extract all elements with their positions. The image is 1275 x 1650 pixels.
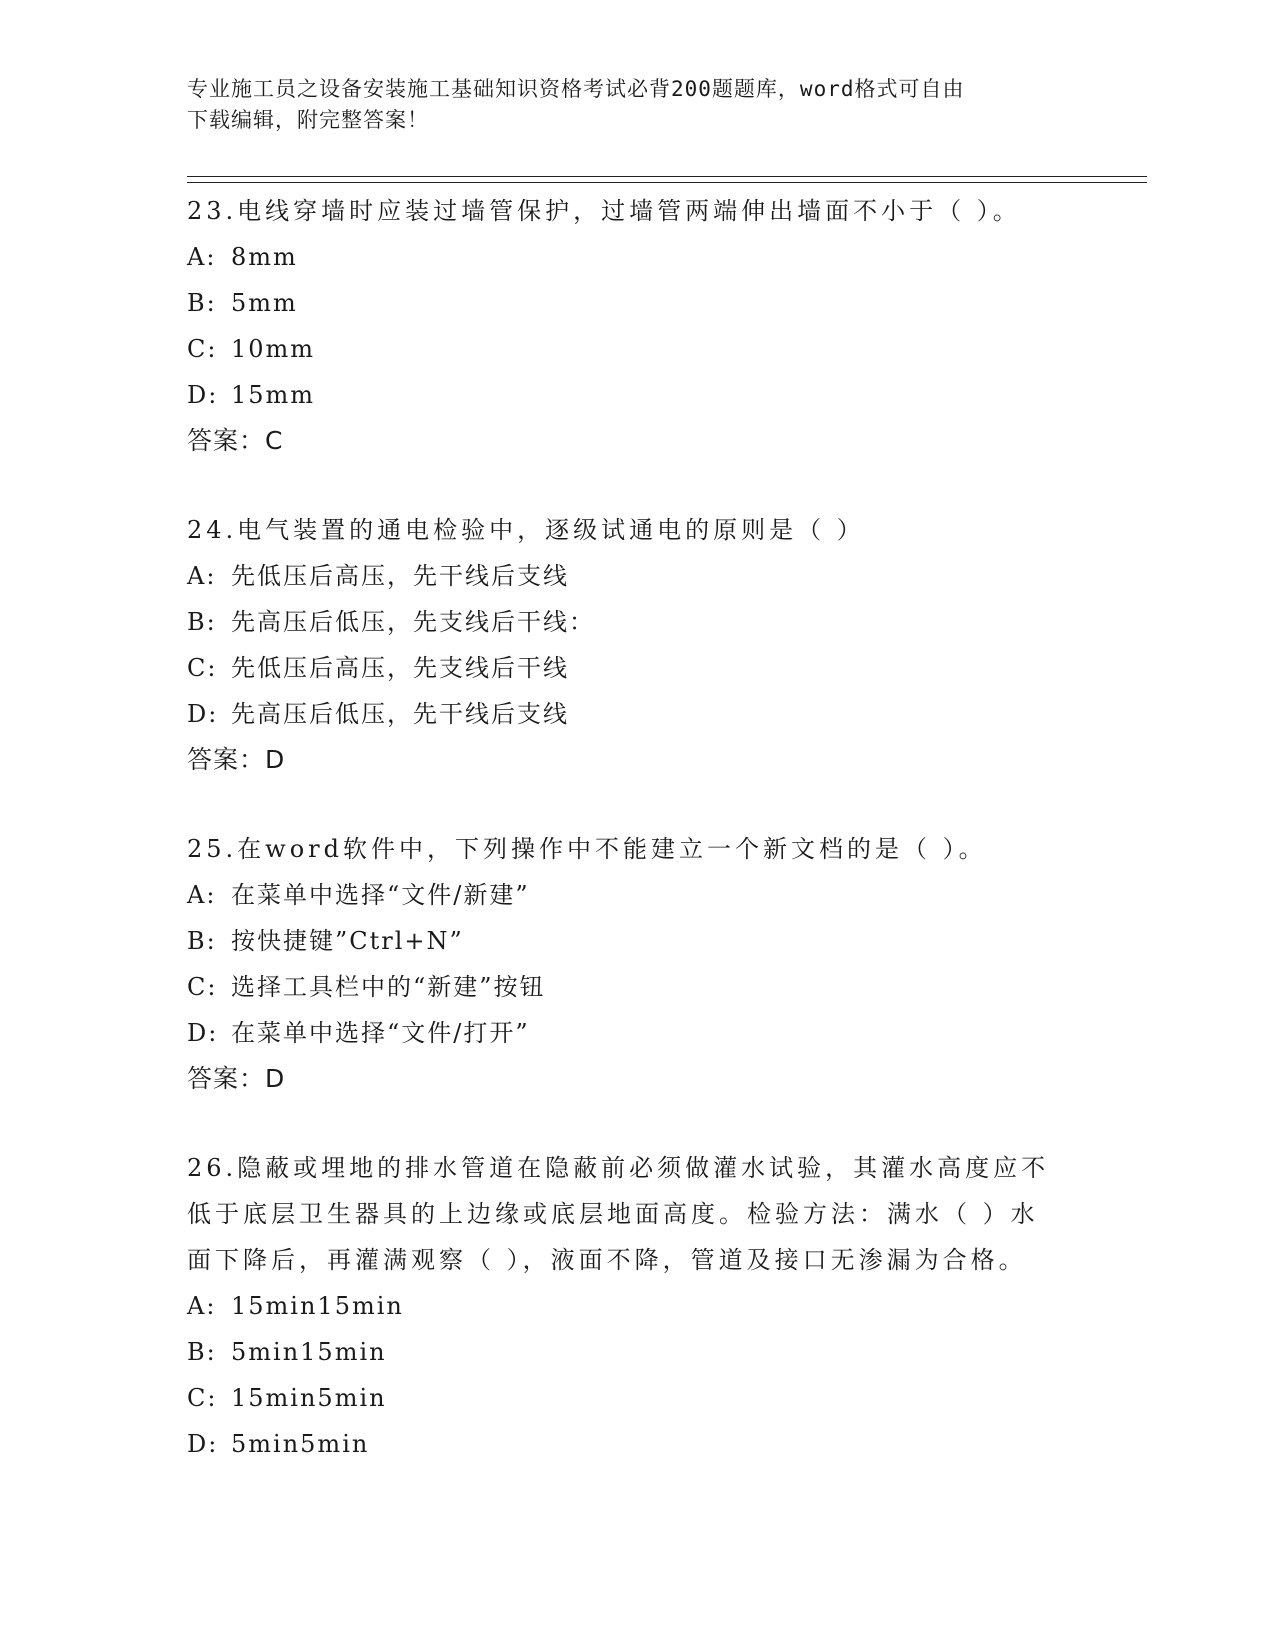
- option-letter: B:: [187, 608, 217, 636]
- option-letter: B:: [187, 289, 217, 317]
- question-stem: 24.电气装置的通电检验中，逐级试通电的原则是（ ）: [187, 516, 865, 544]
- answer-label: 答案：D: [187, 745, 286, 774]
- option-a: [187, 872, 1087, 918]
- option-text: 15min15min: [231, 1292, 404, 1320]
- option-letter: D:: [187, 1430, 219, 1458]
- option-b: [187, 918, 1087, 964]
- option-d: [187, 691, 1087, 737]
- option-d: [187, 1010, 1087, 1056]
- question-stem: 25.在word软件中，下列操作中不能建立一个新文档的是（ ）。: [187, 835, 987, 863]
- option-letter: D:: [187, 381, 219, 409]
- option-letter: C:: [187, 973, 218, 1001]
- option-b: [187, 599, 1087, 645]
- option-text: 选择工具栏中的“新建”按钮: [231, 973, 546, 1001]
- option-text: 8mm: [231, 243, 298, 271]
- option-a: [187, 234, 1087, 280]
- header-divider-top: [187, 176, 1147, 177]
- question-26: [187, 1145, 1087, 1467]
- option-text: 先高压后低压，先支线后干线：: [231, 608, 595, 636]
- option-letter: B:: [187, 1338, 217, 1366]
- option-text: 先低压后高压，先支线后干线: [231, 654, 569, 682]
- option-letter: A:: [187, 562, 217, 590]
- option-d: [187, 372, 1087, 418]
- option-b: [187, 280, 1087, 326]
- option-a: [187, 1283, 1087, 1329]
- document-header: [187, 74, 1087, 136]
- question-stem-line-3: 面下降后，再灌满观察（ ），液面不降，管道及接口无渗漏为合格。: [187, 1246, 1027, 1274]
- option-text: 15mm: [231, 381, 316, 409]
- option-letter: A:: [187, 881, 217, 909]
- option-letter: C:: [187, 654, 218, 682]
- option-text: 10mm: [231, 335, 316, 363]
- option-text: 在菜单中选择“文件/新建”: [231, 881, 530, 909]
- question-stem: 23.电线穿墙时应装过墙管保护，过墙管两端伸出墙面不小于（ ）。: [187, 197, 1021, 225]
- option-letter: D:: [187, 700, 219, 728]
- question-23: [187, 188, 1087, 464]
- option-text: 15min5min: [231, 1384, 387, 1412]
- header-divider-bottom: [187, 182, 1147, 183]
- option-letter: B:: [187, 927, 217, 955]
- answer-label: 答案：C: [187, 426, 284, 455]
- option-text: 5mm: [231, 289, 298, 317]
- option-letter: C:: [187, 1384, 218, 1412]
- option-d: [187, 1421, 1087, 1467]
- option-c: [187, 645, 1087, 691]
- option-text: 按快捷键”Ctrl+N”: [231, 927, 464, 955]
- question-25: [187, 826, 1087, 1102]
- option-a: [187, 553, 1087, 599]
- option-text: 先低压后高压，先干线后支线: [231, 562, 569, 590]
- answer-label: 答案：D: [187, 1064, 286, 1093]
- option-letter: C:: [187, 335, 218, 363]
- option-letter: D:: [187, 1019, 219, 1047]
- option-c: [187, 1375, 1087, 1421]
- option-letter: A:: [187, 1292, 217, 1320]
- option-c: [187, 326, 1087, 372]
- option-text: 5min5min: [231, 1430, 370, 1458]
- header-title-line-1: 专业施工员之设备安装施工基础知识资格考试必背200题题库，word格式可自由: [187, 77, 965, 101]
- option-c: [187, 964, 1087, 1010]
- option-letter: A:: [187, 243, 217, 271]
- question-stem-line-1: 26.隐蔽或埋地的排水管道在隐蔽前必须做灌水试验，其灌水高度应不: [187, 1154, 1050, 1182]
- option-text: 5min15min: [231, 1338, 387, 1366]
- question-24: [187, 507, 1087, 783]
- option-text: 在菜单中选择“文件/打开”: [231, 1019, 530, 1047]
- question-stem-line-2: 低于底层卫生器具的上边缘或底层地面高度。检验方法：满水（ ）水: [187, 1200, 1039, 1228]
- option-b: [187, 1329, 1087, 1375]
- header-title-line-2: 下载编辑，附完整答案！: [187, 108, 429, 132]
- option-text: 先高压后低压，先干线后支线: [231, 700, 569, 728]
